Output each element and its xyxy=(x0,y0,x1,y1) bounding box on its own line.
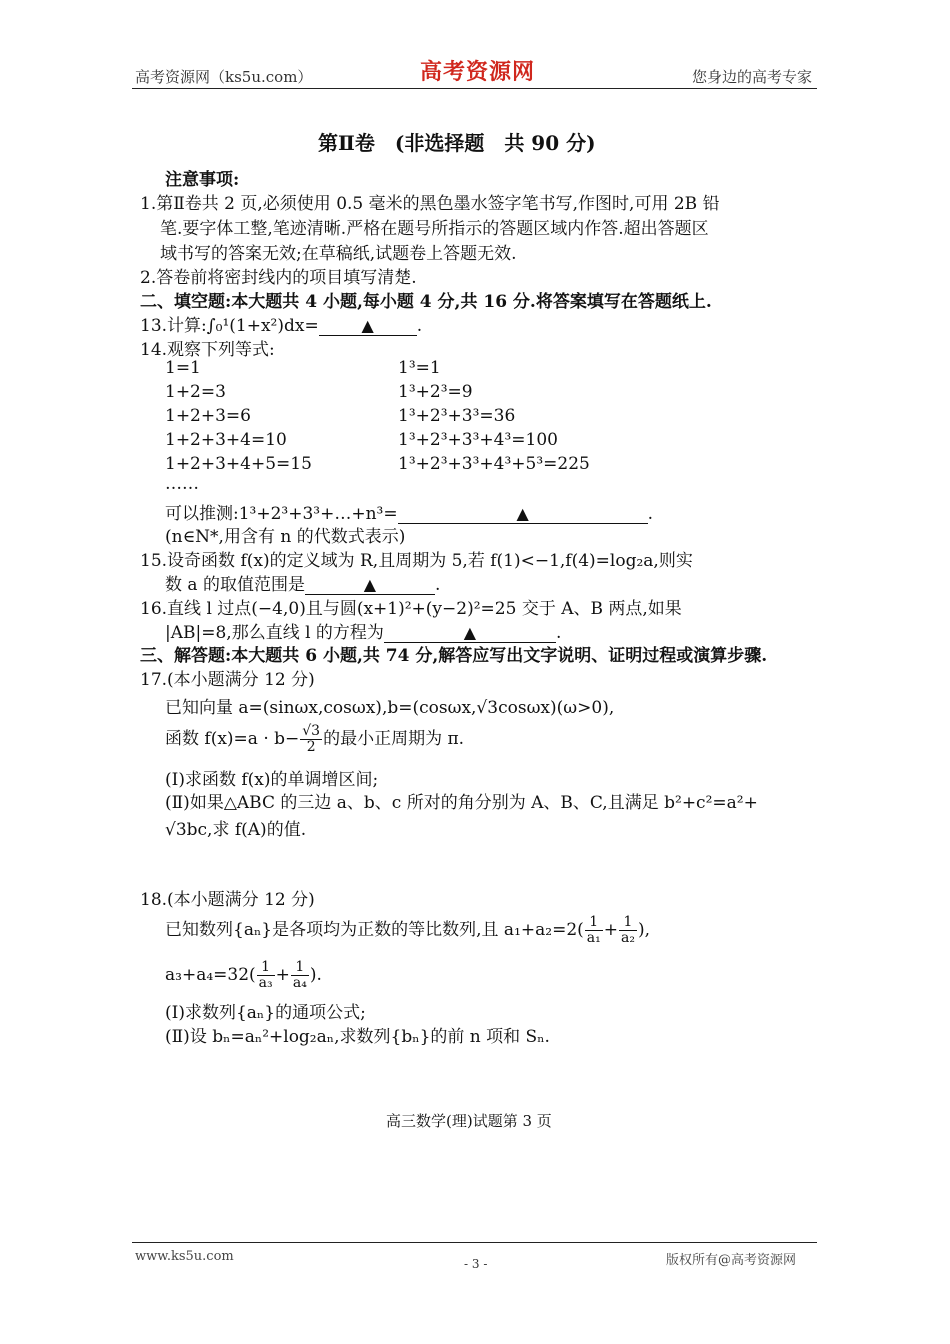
plus-sign: + xyxy=(275,965,290,985)
answer-triangle-icon: ▲ xyxy=(463,623,477,642)
q17-line-2 xyxy=(165,724,464,755)
q17-fraction-denominator: 2 xyxy=(306,739,316,755)
notice-item-2: 2.答卷前将密封线内的项目填写清楚. xyxy=(140,268,417,288)
q13-expression: ∫₀¹(1+x²)dx= xyxy=(206,316,319,336)
notice-heading: 注意事项: xyxy=(165,170,240,190)
q14-guess: 可以推测:1³+2³+3³+…+n³= ▲ . xyxy=(165,504,654,524)
plus-sign: + xyxy=(603,920,618,940)
q14-prefix: 14.观察下列等式: xyxy=(140,340,275,360)
q17-fraction xyxy=(300,724,322,755)
q17-part-2-line-1: (Ⅱ)如果△ABC 的三边 a、b、c 所对的角分别为 A、B、C,且满足 b²+c²=a²+ xyxy=(165,793,758,813)
q17-part-2-line-2: √3bc,求 f(A)的值. xyxy=(165,820,307,840)
q14-left-eq-2: 1+2=3 xyxy=(165,382,226,402)
q14-answer-blank[interactable] xyxy=(398,505,648,524)
fraction-numerator: 1 xyxy=(585,915,603,931)
q14-right-eq-5: 1³+2³+3³+4³+5³=225 xyxy=(398,454,590,474)
q18-fraction-2 xyxy=(619,915,637,946)
q13-prefix: 13.计算: xyxy=(140,316,207,336)
q18-line-2 xyxy=(165,960,322,991)
q14-right-eq-1: 1³=1 xyxy=(398,358,441,378)
q14-ellipsis: …… xyxy=(165,474,199,494)
notice-item-1-line-2: 笔.要字体工整,笔迹清晰.严格在题号所指示的答题区域内作答.超出答题区 xyxy=(160,219,709,239)
q16-line-2: |AB|=8,那么直线 l 的方程为 ▲ . xyxy=(165,623,562,643)
part2-heading: 二、填空题:本大题共 4 小题,每小题 4 分,共 16 分.将答案填写在答题纸上. xyxy=(140,292,712,312)
q18-line-1-end: ), xyxy=(637,920,650,940)
header-site-name: 高考资源网（ks5u.com） xyxy=(135,68,313,86)
q13: 13.计算:∫₀¹(1+x²)dx= ▲ . xyxy=(140,316,423,336)
q18-fraction-4 xyxy=(291,960,309,991)
q15-line-2-text: 数 a 的取值范围是 xyxy=(165,575,305,595)
q17-function-text: 函数 f(x)=a · b− xyxy=(165,729,300,749)
fraction-numerator: 1 xyxy=(291,960,309,976)
footer-divider xyxy=(132,1242,817,1243)
q15-answer-blank[interactable] xyxy=(305,576,435,595)
q14-right-eq-2: 1³+2³=9 xyxy=(398,382,473,402)
q14-left-eq-4: 1+2+3+4=10 xyxy=(165,430,287,450)
q18-line-2-end: ). xyxy=(309,965,322,985)
answer-triangle-icon: ▲ xyxy=(361,316,374,335)
q18-line-1 xyxy=(165,915,650,946)
q14-left-eq-3: 1+2+3=6 xyxy=(165,406,251,426)
fraction-denominator: a₃ xyxy=(258,975,273,991)
q18-line-1-text: 已知数列{aₙ}是各项均为正数的等比数列,且 a₁+a₂=2( xyxy=(165,920,584,940)
q17-line-1: 已知向量 a=(sinωx,cosωx),b=(cosωx,√3cosωx)(ω>0), xyxy=(165,698,615,718)
header-slogan: 您身边的高考专家 xyxy=(692,68,813,86)
q15-line-2: 数 a 的取值范围是 ▲ . xyxy=(165,575,441,595)
answer-triangle-icon: ▲ xyxy=(363,575,377,594)
q17-part-1: (Ⅰ)求函数 f(x)的单调增区间; xyxy=(165,770,379,790)
q18-fraction-3 xyxy=(257,960,275,991)
fraction-numerator: 1 xyxy=(257,960,275,976)
q18-line-2-text: a₃+a₄=32( xyxy=(165,965,256,985)
answer-triangle-icon: ▲ xyxy=(516,504,529,523)
fraction-denominator: a₁ xyxy=(586,930,601,946)
q16-line-2-text: |AB|=8,那么直线 l 的方程为 xyxy=(165,623,384,643)
q14-guess-text: 可以推测:1³+2³+3³+…+n³= xyxy=(165,504,398,524)
notice-item-1-line-3: 域书写的答案无效;在草稿纸,试题卷上答题无效. xyxy=(160,244,517,264)
section-title: 第Ⅱ卷 (非选择题 共 90 分) xyxy=(318,131,596,155)
q18-part-1: (Ⅰ)求数列{aₙ}的通项公式; xyxy=(165,1003,366,1023)
q15-line-1: 15.设奇函数 f(x)的定义域为 R,且周期为 5,若 f(1)<−1,f(4)=log₂a,则实 xyxy=(140,551,693,571)
q18-part-2: (Ⅱ)设 bₙ=aₙ²+log₂aₙ,求数列{bₙ}的前 n 项和 Sₙ. xyxy=(165,1027,550,1047)
q18-fraction-1 xyxy=(585,915,603,946)
header-logo: 高考资源网 xyxy=(420,59,536,85)
fraction-denominator: a₂ xyxy=(620,930,635,946)
q14-note: (n∈N*,用含有 n 的代数式表示) xyxy=(165,527,406,547)
footer-site-link[interactable]: www.ks5u.com xyxy=(135,1249,234,1264)
q14-right-eq-4: 1³+2³+3³+4³=100 xyxy=(398,430,558,450)
q14-right-eq-3: 1³+2³+3³=36 xyxy=(398,406,516,426)
page-footer-title: 高三数学(理)试题第 3 页 xyxy=(386,1112,552,1130)
part3-heading: 三、解答题:本大题共 6 小题,共 74 分,解答应写出文字说明、证明过程或演算步骤. xyxy=(140,646,768,666)
q17-title: 17.(本小题满分 12 分) xyxy=(140,670,315,690)
header-divider xyxy=(132,88,817,89)
notice-item-1-line-1: 1.第Ⅱ卷共 2 页,必须使用 0.5 毫米的黑色墨水签字笔书写,作图时,可用 2B 铅 xyxy=(140,194,720,214)
q17-period-text: 的最小正周期为 π. xyxy=(323,729,465,749)
q14-left-eq-5: 1+2+3+4+5=15 xyxy=(165,454,312,474)
fraction-numerator: 1 xyxy=(619,915,637,931)
footer-copyright: 版权所有@高考资源网 xyxy=(666,1253,797,1268)
q18-title: 18.(本小题满分 12 分) xyxy=(140,890,315,910)
footer-page-number: - 3 - xyxy=(464,1257,488,1271)
fraction-denominator: a₄ xyxy=(292,975,307,991)
q13-answer-blank[interactable] xyxy=(319,317,417,336)
q14-left-eq-1: 1=1 xyxy=(165,358,201,378)
q16-line-1: 16.直线 l 过点(−4,0)且与圆(x+1)²+(y−2)²=25 交于 A、B 两点,如果 xyxy=(140,599,682,619)
q17-fraction-numerator: √3 xyxy=(302,723,321,739)
